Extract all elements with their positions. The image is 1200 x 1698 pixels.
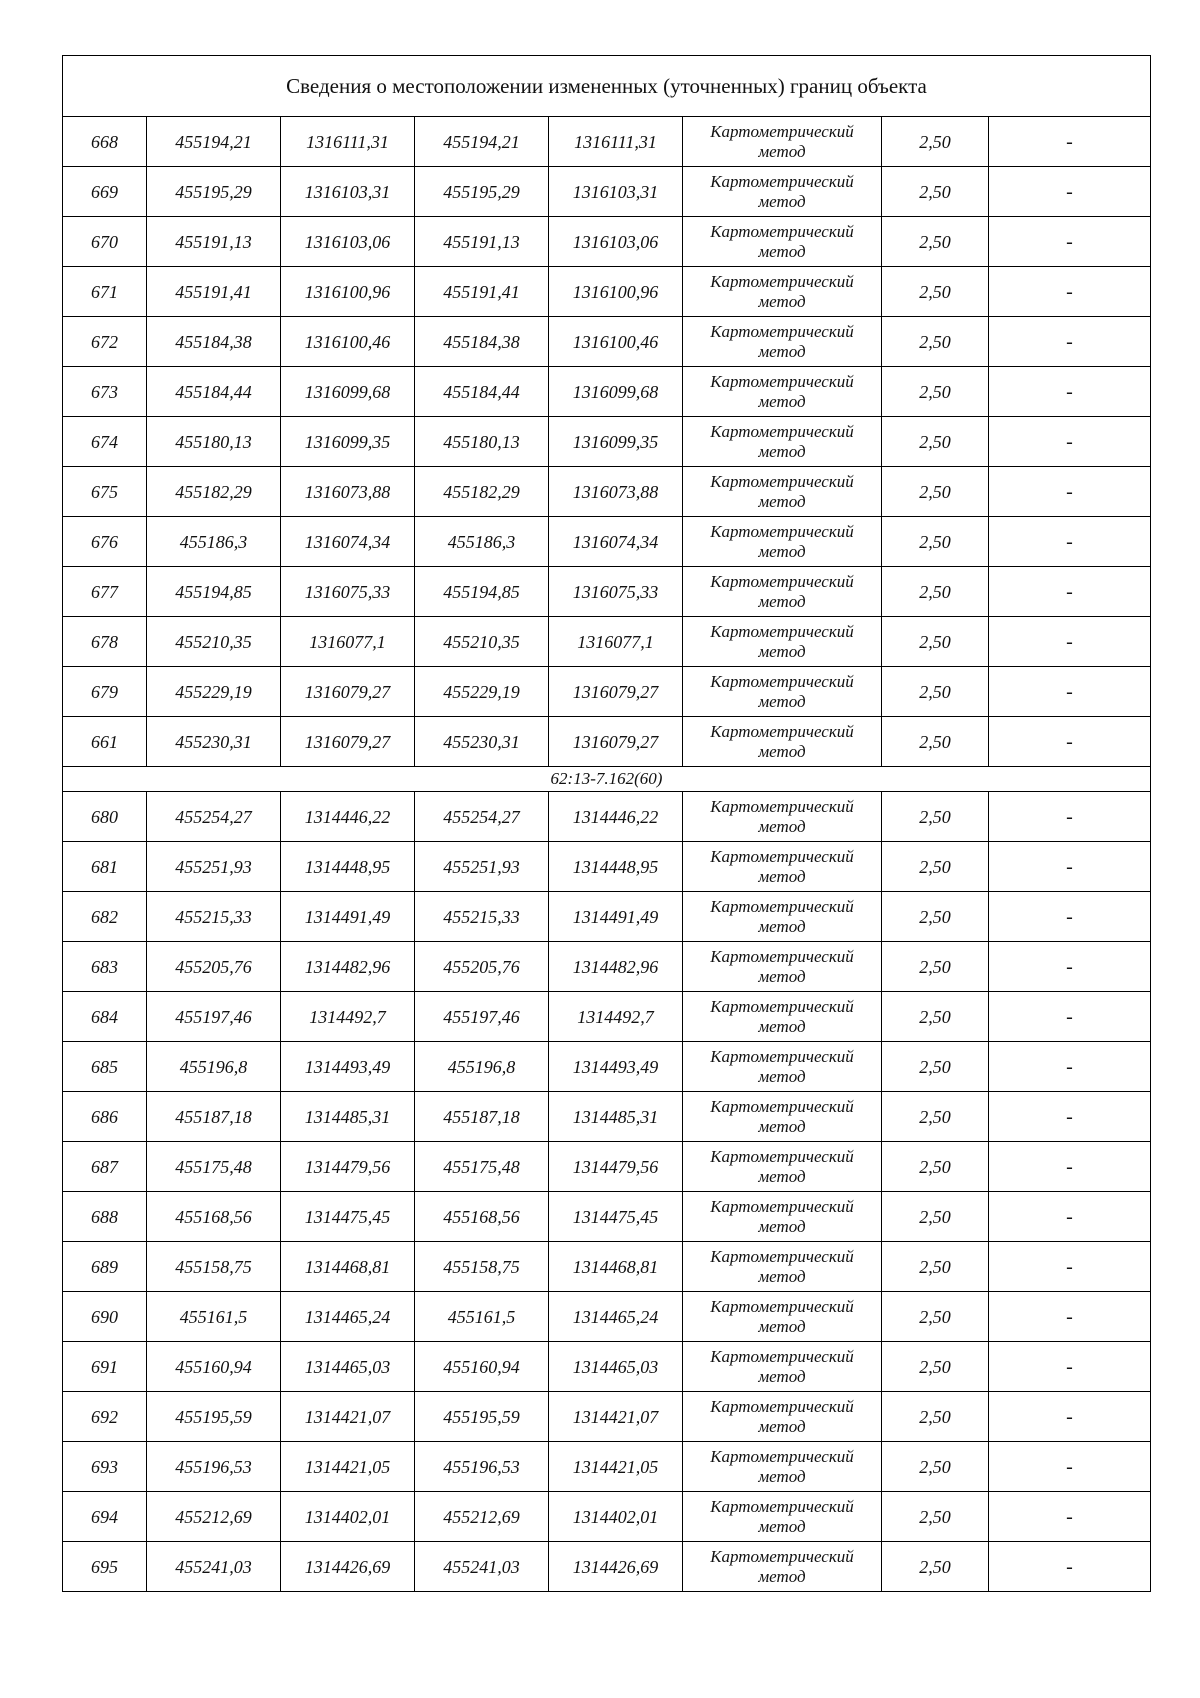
x-refined-cell: 455196,8 xyxy=(415,1042,549,1092)
y-existing-cell: 1314493,49 xyxy=(281,1042,415,1092)
x-existing-cell: 455251,93 xyxy=(147,842,281,892)
point-number-cell: 676 xyxy=(63,517,147,567)
y-refined-cell: 1314475,45 xyxy=(549,1192,683,1242)
method-cell: Картометрический метод xyxy=(683,517,882,567)
x-existing-cell: 455194,85 xyxy=(147,567,281,617)
x-refined-cell: 455230,31 xyxy=(415,717,549,767)
description-cell: - xyxy=(989,1492,1151,1542)
method-cell: Картометрический метод xyxy=(683,267,882,317)
document-page xyxy=(62,55,1150,1592)
point-number-cell: 684 xyxy=(63,992,147,1042)
y-existing-cell: 1316075,33 xyxy=(281,567,415,617)
y-refined-cell: 1314465,03 xyxy=(549,1342,683,1392)
y-existing-cell: 1316111,31 xyxy=(281,117,415,167)
x-existing-cell: 455186,3 xyxy=(147,517,281,567)
table-row xyxy=(63,842,1151,892)
point-number-cell: 688 xyxy=(63,1192,147,1242)
method-cell: Картометрический метод xyxy=(683,1192,882,1242)
description-cell: - xyxy=(989,467,1151,517)
x-refined-cell: 455187,18 xyxy=(415,1092,549,1142)
description-cell: - xyxy=(989,517,1151,567)
point-number-cell: 687 xyxy=(63,1142,147,1192)
y-existing-cell: 1314479,56 xyxy=(281,1142,415,1192)
x-refined-cell: 455205,76 xyxy=(415,942,549,992)
y-refined-cell: 1316073,88 xyxy=(549,467,683,517)
accuracy-cell: 2,50 xyxy=(882,117,989,167)
y-existing-cell: 1314465,24 xyxy=(281,1292,415,1342)
x-refined-cell: 455184,44 xyxy=(415,367,549,417)
y-existing-cell: 1316074,34 xyxy=(281,517,415,567)
accuracy-cell: 2,50 xyxy=(882,1092,989,1142)
table-row xyxy=(63,942,1151,992)
accuracy-cell: 2,50 xyxy=(882,467,989,517)
point-number-cell: 682 xyxy=(63,892,147,942)
accuracy-cell: 2,50 xyxy=(882,942,989,992)
y-existing-cell: 1314421,05 xyxy=(281,1442,415,1492)
accuracy-cell: 2,50 xyxy=(882,517,989,567)
point-number-cell: 673 xyxy=(63,367,147,417)
x-existing-cell: 455184,38 xyxy=(147,317,281,367)
table-row xyxy=(63,217,1151,267)
x-existing-cell: 455184,44 xyxy=(147,367,281,417)
accuracy-cell: 2,50 xyxy=(882,1442,989,1492)
y-refined-cell: 1314426,69 xyxy=(549,1542,683,1592)
x-refined-cell: 455197,46 xyxy=(415,992,549,1042)
description-cell: - xyxy=(989,167,1151,217)
y-existing-cell: 1314402,01 xyxy=(281,1492,415,1542)
x-refined-cell: 455184,38 xyxy=(415,317,549,367)
table-row xyxy=(63,1242,1151,1292)
table-row xyxy=(63,792,1151,842)
table-row xyxy=(63,1192,1151,1242)
x-refined-cell: 455158,75 xyxy=(415,1242,549,1292)
description-cell: - xyxy=(989,267,1151,317)
method-cell: Картометрический метод xyxy=(683,992,882,1042)
accuracy-cell: 2,50 xyxy=(882,892,989,942)
section-header-row xyxy=(63,767,1151,792)
x-refined-cell: 455161,5 xyxy=(415,1292,549,1342)
accuracy-cell: 2,50 xyxy=(882,367,989,417)
accuracy-cell: 2,50 xyxy=(882,167,989,217)
description-cell: - xyxy=(989,842,1151,892)
x-existing-cell: 455195,59 xyxy=(147,1392,281,1442)
point-number-cell: 686 xyxy=(63,1092,147,1142)
description-cell: - xyxy=(989,892,1151,942)
table-title-row xyxy=(63,56,1151,117)
point-number-cell: 661 xyxy=(63,717,147,767)
table-row xyxy=(63,417,1151,467)
description-cell: - xyxy=(989,417,1151,467)
y-existing-cell: 1314482,96 xyxy=(281,942,415,992)
x-existing-cell: 455180,13 xyxy=(147,417,281,467)
table-row xyxy=(63,717,1151,767)
point-number-cell: 671 xyxy=(63,267,147,317)
accuracy-cell: 2,50 xyxy=(882,1342,989,1392)
x-refined-cell: 455254,27 xyxy=(415,792,549,842)
method-cell: Картометрический метод xyxy=(683,1042,882,1092)
x-refined-cell: 455196,53 xyxy=(415,1442,549,1492)
y-refined-cell: 1316079,27 xyxy=(549,717,683,767)
y-refined-cell: 1314491,49 xyxy=(549,892,683,942)
accuracy-cell: 2,50 xyxy=(882,1492,989,1542)
x-refined-cell: 455180,13 xyxy=(415,417,549,467)
accuracy-cell: 2,50 xyxy=(882,267,989,317)
x-refined-cell: 455241,03 xyxy=(415,1542,549,1592)
y-refined-cell: 1316103,06 xyxy=(549,217,683,267)
x-existing-cell: 455210,35 xyxy=(147,617,281,667)
accuracy-cell: 2,50 xyxy=(882,1192,989,1242)
table-row xyxy=(63,267,1151,317)
x-existing-cell: 455195,29 xyxy=(147,167,281,217)
point-number-cell: 669 xyxy=(63,167,147,217)
x-existing-cell: 455212,69 xyxy=(147,1492,281,1542)
accuracy-cell: 2,50 xyxy=(882,567,989,617)
x-refined-cell: 455191,13 xyxy=(415,217,549,267)
x-existing-cell: 455158,75 xyxy=(147,1242,281,1292)
x-existing-cell: 455194,21 xyxy=(147,117,281,167)
y-existing-cell: 1316100,46 xyxy=(281,317,415,367)
description-cell: - xyxy=(989,617,1151,667)
y-existing-cell: 1314465,03 xyxy=(281,1342,415,1392)
x-refined-cell: 455175,48 xyxy=(415,1142,549,1192)
point-number-cell: 689 xyxy=(63,1242,147,1292)
y-existing-cell: 1314426,69 xyxy=(281,1542,415,1592)
y-existing-cell: 1314492,7 xyxy=(281,992,415,1042)
table-row xyxy=(63,617,1151,667)
method-cell: Картометрический метод xyxy=(683,1092,882,1142)
y-refined-cell: 1314479,56 xyxy=(549,1142,683,1192)
description-cell: - xyxy=(989,567,1151,617)
y-existing-cell: 1316079,27 xyxy=(281,717,415,767)
table-row xyxy=(63,117,1151,167)
x-existing-cell: 455161,5 xyxy=(147,1292,281,1342)
method-cell: Картометрический метод xyxy=(683,617,882,667)
y-existing-cell: 1314468,81 xyxy=(281,1242,415,1292)
y-refined-cell: 1314492,7 xyxy=(549,992,683,1042)
method-cell: Картометрический метод xyxy=(683,1392,882,1442)
x-refined-cell: 455194,85 xyxy=(415,567,549,617)
point-number-cell: 672 xyxy=(63,317,147,367)
method-cell: Картометрический метод xyxy=(683,1142,882,1192)
method-cell: Картометрический метод xyxy=(683,1492,882,1542)
y-existing-cell: 1314446,22 xyxy=(281,792,415,842)
x-refined-cell: 455212,69 xyxy=(415,1492,549,1542)
x-refined-cell: 455168,56 xyxy=(415,1192,549,1242)
method-cell: Картометрический метод xyxy=(683,317,882,367)
table-row xyxy=(63,1392,1151,1442)
description-cell: - xyxy=(989,217,1151,267)
method-cell: Картометрический метод xyxy=(683,1292,882,1342)
accuracy-cell: 2,50 xyxy=(882,717,989,767)
method-cell: Картометрический метод xyxy=(683,1242,882,1292)
description-cell: - xyxy=(989,1292,1151,1342)
x-existing-cell: 455229,19 xyxy=(147,667,281,717)
x-refined-cell: 455194,21 xyxy=(415,117,549,167)
y-existing-cell: 1316103,31 xyxy=(281,167,415,217)
y-existing-cell: 1316079,27 xyxy=(281,667,415,717)
x-existing-cell: 455196,53 xyxy=(147,1442,281,1492)
description-cell: - xyxy=(989,1092,1151,1142)
table-row xyxy=(63,467,1151,517)
point-number-cell: 683 xyxy=(63,942,147,992)
y-existing-cell: 1316100,96 xyxy=(281,267,415,317)
x-refined-cell: 455229,19 xyxy=(415,667,549,717)
method-cell: Картометрический метод xyxy=(683,792,882,842)
x-refined-cell: 455182,29 xyxy=(415,467,549,517)
table-row xyxy=(63,567,1151,617)
table-row xyxy=(63,1042,1151,1092)
accuracy-cell: 2,50 xyxy=(882,842,989,892)
method-cell: Картометрический метод xyxy=(683,367,882,417)
description-cell: - xyxy=(989,667,1151,717)
table-row xyxy=(63,992,1151,1042)
x-existing-cell: 455196,8 xyxy=(147,1042,281,1092)
point-number-cell: 695 xyxy=(63,1542,147,1592)
x-refined-cell: 455195,59 xyxy=(415,1392,549,1442)
table-row xyxy=(63,367,1151,417)
y-refined-cell: 1314402,01 xyxy=(549,1492,683,1542)
x-existing-cell: 455215,33 xyxy=(147,892,281,942)
point-number-cell: 678 xyxy=(63,617,147,667)
accuracy-cell: 2,50 xyxy=(882,217,989,267)
point-number-cell: 685 xyxy=(63,1042,147,1092)
method-cell: Картометрический метод xyxy=(683,1542,882,1592)
x-refined-cell: 455160,94 xyxy=(415,1342,549,1392)
table-row xyxy=(63,892,1151,942)
y-existing-cell: 1316077,1 xyxy=(281,617,415,667)
y-refined-cell: 1316074,34 xyxy=(549,517,683,567)
x-existing-cell: 455175,48 xyxy=(147,1142,281,1192)
accuracy-cell: 2,50 xyxy=(882,1242,989,1292)
table-row xyxy=(63,1342,1151,1392)
accuracy-cell: 2,50 xyxy=(882,1542,989,1592)
y-refined-cell: 1316079,27 xyxy=(549,667,683,717)
description-cell: - xyxy=(989,1392,1151,1442)
x-existing-cell: 455191,13 xyxy=(147,217,281,267)
method-cell: Картометрический метод xyxy=(683,1342,882,1392)
y-refined-cell: 1314468,81 xyxy=(549,1242,683,1292)
table-title: Сведения о местоположении измененных (уточненных) границ объекта xyxy=(63,56,1151,117)
y-refined-cell: 1316100,46 xyxy=(549,317,683,367)
x-existing-cell: 455182,29 xyxy=(147,467,281,517)
description-cell: - xyxy=(989,1142,1151,1192)
description-cell: - xyxy=(989,1442,1151,1492)
method-cell: Картометрический метод xyxy=(683,942,882,992)
x-existing-cell: 455197,46 xyxy=(147,992,281,1042)
method-cell: Картометрический метод xyxy=(683,717,882,767)
y-existing-cell: 1314491,49 xyxy=(281,892,415,942)
x-existing-cell: 455160,94 xyxy=(147,1342,281,1392)
y-refined-cell: 1314446,22 xyxy=(549,792,683,842)
x-refined-cell: 455186,3 xyxy=(415,517,549,567)
method-cell: Картометрический метод xyxy=(683,167,882,217)
x-existing-cell: 455230,31 xyxy=(147,717,281,767)
x-existing-cell: 455205,76 xyxy=(147,942,281,992)
description-cell: - xyxy=(989,317,1151,367)
point-number-cell: 693 xyxy=(63,1442,147,1492)
description-cell: - xyxy=(989,1542,1151,1592)
method-cell: Картометрический метод xyxy=(683,892,882,942)
x-existing-cell: 455168,56 xyxy=(147,1192,281,1242)
description-cell: - xyxy=(989,1192,1151,1242)
method-cell: Картометрический метод xyxy=(683,217,882,267)
table-row xyxy=(63,1142,1151,1192)
y-refined-cell: 1316099,35 xyxy=(549,417,683,467)
point-number-cell: 670 xyxy=(63,217,147,267)
y-existing-cell: 1316099,35 xyxy=(281,417,415,467)
section-label: 62:13-7.162(60) xyxy=(63,767,1151,792)
method-cell: Картометрический метод xyxy=(683,842,882,892)
table-row xyxy=(63,167,1151,217)
method-cell: Картометрический метод xyxy=(683,117,882,167)
accuracy-cell: 2,50 xyxy=(882,1292,989,1342)
description-cell: - xyxy=(989,942,1151,992)
y-existing-cell: 1316103,06 xyxy=(281,217,415,267)
accuracy-cell: 2,50 xyxy=(882,992,989,1042)
y-refined-cell: 1316100,96 xyxy=(549,267,683,317)
accuracy-cell: 2,50 xyxy=(882,317,989,367)
y-refined-cell: 1314493,49 xyxy=(549,1042,683,1092)
description-cell: - xyxy=(989,367,1151,417)
point-number-cell: 680 xyxy=(63,792,147,842)
table-row xyxy=(63,1542,1151,1592)
accuracy-cell: 2,50 xyxy=(882,1392,989,1442)
boundary-table xyxy=(62,55,1151,1592)
description-cell: - xyxy=(989,992,1151,1042)
description-cell: - xyxy=(989,1242,1151,1292)
accuracy-cell: 2,50 xyxy=(882,1042,989,1092)
x-refined-cell: 455195,29 xyxy=(415,167,549,217)
x-refined-cell: 455191,41 xyxy=(415,267,549,317)
x-existing-cell: 455191,41 xyxy=(147,267,281,317)
description-cell: - xyxy=(989,717,1151,767)
y-existing-cell: 1314448,95 xyxy=(281,842,415,892)
y-refined-cell: 1316077,1 xyxy=(549,617,683,667)
table-row xyxy=(63,517,1151,567)
y-existing-cell: 1316099,68 xyxy=(281,367,415,417)
description-cell: - xyxy=(989,1042,1151,1092)
table-row xyxy=(63,1092,1151,1142)
x-existing-cell: 455241,03 xyxy=(147,1542,281,1592)
table-row xyxy=(63,1442,1151,1492)
point-number-cell: 690 xyxy=(63,1292,147,1342)
point-number-cell: 692 xyxy=(63,1392,147,1442)
x-existing-cell: 455254,27 xyxy=(147,792,281,842)
point-number-cell: 681 xyxy=(63,842,147,892)
method-cell: Картометрический метод xyxy=(683,1442,882,1492)
accuracy-cell: 2,50 xyxy=(882,617,989,667)
method-cell: Картометрический метод xyxy=(683,667,882,717)
y-existing-cell: 1314421,07 xyxy=(281,1392,415,1442)
accuracy-cell: 2,50 xyxy=(882,667,989,717)
point-number-cell: 679 xyxy=(63,667,147,717)
x-refined-cell: 455251,93 xyxy=(415,842,549,892)
y-refined-cell: 1314482,96 xyxy=(549,942,683,992)
y-refined-cell: 1316111,31 xyxy=(549,117,683,167)
table-row xyxy=(63,317,1151,367)
x-refined-cell: 455210,35 xyxy=(415,617,549,667)
y-refined-cell: 1314421,05 xyxy=(549,1442,683,1492)
point-number-cell: 677 xyxy=(63,567,147,617)
method-cell: Картометрический метод xyxy=(683,467,882,517)
accuracy-cell: 2,50 xyxy=(882,417,989,467)
method-cell: Картометрический метод xyxy=(683,567,882,617)
x-existing-cell: 455187,18 xyxy=(147,1092,281,1142)
point-number-cell: 668 xyxy=(63,117,147,167)
description-cell: - xyxy=(989,792,1151,842)
y-refined-cell: 1314421,07 xyxy=(549,1392,683,1442)
y-refined-cell: 1314448,95 xyxy=(549,842,683,892)
y-refined-cell: 1316099,68 xyxy=(549,367,683,417)
table-row xyxy=(63,1292,1151,1342)
y-existing-cell: 1314475,45 xyxy=(281,1192,415,1242)
accuracy-cell: 2,50 xyxy=(882,792,989,842)
y-refined-cell: 1316075,33 xyxy=(549,567,683,617)
y-refined-cell: 1316103,31 xyxy=(549,167,683,217)
y-existing-cell: 1316073,88 xyxy=(281,467,415,517)
point-number-cell: 691 xyxy=(63,1342,147,1392)
table-row xyxy=(63,1492,1151,1542)
point-number-cell: 674 xyxy=(63,417,147,467)
x-refined-cell: 455215,33 xyxy=(415,892,549,942)
table-row xyxy=(63,667,1151,717)
accuracy-cell: 2,50 xyxy=(882,1142,989,1192)
description-cell: - xyxy=(989,117,1151,167)
point-number-cell: 694 xyxy=(63,1492,147,1542)
method-cell: Картометрический метод xyxy=(683,417,882,467)
description-cell: - xyxy=(989,1342,1151,1392)
point-number-cell: 675 xyxy=(63,467,147,517)
y-refined-cell: 1314465,24 xyxy=(549,1292,683,1342)
y-refined-cell: 1314485,31 xyxy=(549,1092,683,1142)
y-existing-cell: 1314485,31 xyxy=(281,1092,415,1142)
